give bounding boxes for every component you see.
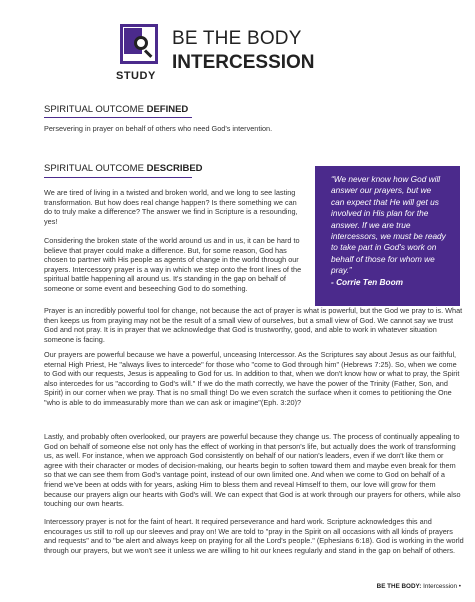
paragraph: Considering the broken state of the world around us and in us, it can be hard to believe that prayer could make a difference. But, for some reason, God has chosen to partner with His people as agents of change in the world through our prayers. Intercessory prayer is a way in which we step onto the front lines of the spiritual battle happening all around us. It's standing in the gap on behalf of someone or some event and beseeching God to do something. (44, 236, 302, 293)
paragraph: Intercessory prayer is not for the faint of heart. It required perseverance and hard work. Scripture acknowledges this and encourages us still to roll up our sleeves and pray on! We are told to "pray in the Spirit on all occasions with all kinds of prayers and requests" and to "be alert and always keep on praying for all the Lord's people." (Ephesians 6:18). God is working in the world through our prayers, but we won't see it unless we are willing to hit our knees regularly and stand in the gap on behalf of others. (44, 517, 464, 555)
study-label: STUDY (116, 70, 156, 82)
section-heading-defined: SPIRITUAL OUTCOME DEFINED (44, 104, 189, 115)
page-title-line2: INTERCESSION (172, 52, 315, 73)
page-title-line1: BE THE BODY (172, 28, 302, 49)
paragraph: We are tired of living in a twisted and broken world, and we long to see lasting transformation. But how does real change happen? Is there something we can do to truly make a difference? The answer we find in Scripture is a resounding, yes! (44, 188, 298, 226)
quote-text: “We never know how God will answer our prayers, but we can expect that He will get us involved in His plan for the answer. If we are true intercessors, we must be ready to take part in God's work on behalf of those for whom we pray.” (331, 174, 446, 276)
section-rule (44, 177, 192, 178)
paragraph: Our prayers are powerful because we have a powerful, unceasing Intercessor. As the Scriptures say about Jesus as our faithful, eternal High Priest, He "always lives to intercede" for those who "come to God through him" (Hebrews 7:25). So, when we come to God with our requests, Jesus is appealing to God for us. In addition to that, when we don't know how or what to pray, the Spirit also intercedes for us "according to God's will." If we do the math correctly, we have the power of the Trinity (Father, Son, and Spirit) in our corner when we pray. That is no small thing! Do we even scratch the surface when it comes to petitioning the One "who is able to do immeasurably more than we can ask or imagine"(Eph. 3:20)? (44, 350, 460, 407)
page-footer: BE THE BODY: Intercession • (376, 583, 461, 590)
page-header (118, 22, 368, 86)
paragraph: Lastly, and probably often overlooked, our prayers are powerful because they change us. The process of continually appealing to God on behalf of someone else not only has the effect of working in that person's life, but actually does the work of transforming us, as well. For instance, when we approach God consistently on behalf of our nation's leaders, even if we don't like them or agree with their character or modes of decision-making, our hearts begin to soften toward them and maybe even break for them so that we can see them from God's vantage point, instead of our own limited one. And when we come to God on behalf of a friend we've been at odds with for years, asking Him to bless them and reveal Himself to them, our love will grow for them because our prayers align our hearts with God's will. We can expect that God is at work through our prayers for others, while also touching our own hearts. (44, 432, 461, 509)
quote-author: - Corrie Ten Boom (331, 276, 404, 287)
magnifier-icon (134, 36, 148, 50)
outcome-defined-text: Persevering in prayer on behalf of others who need God's intervention. (44, 124, 273, 133)
pull-quote (315, 166, 460, 306)
study-logo (118, 22, 164, 86)
paragraph: Prayer is an incredibly powerful tool for change, not because the act of prayer is what is powerful, but the God we pray to is. What then keeps us from praying may not be the result of a small view of ourselves, but a small view of God. We cannot say we trust God and not pray. It is in prayer that we acknowledge that God is trustworthy, good, and able to work in whatever situation someone is facing. (44, 306, 463, 344)
section-rule (44, 117, 192, 118)
section-heading-described: SPIRITUAL OUTCOME DESCRIBED (44, 163, 203, 174)
